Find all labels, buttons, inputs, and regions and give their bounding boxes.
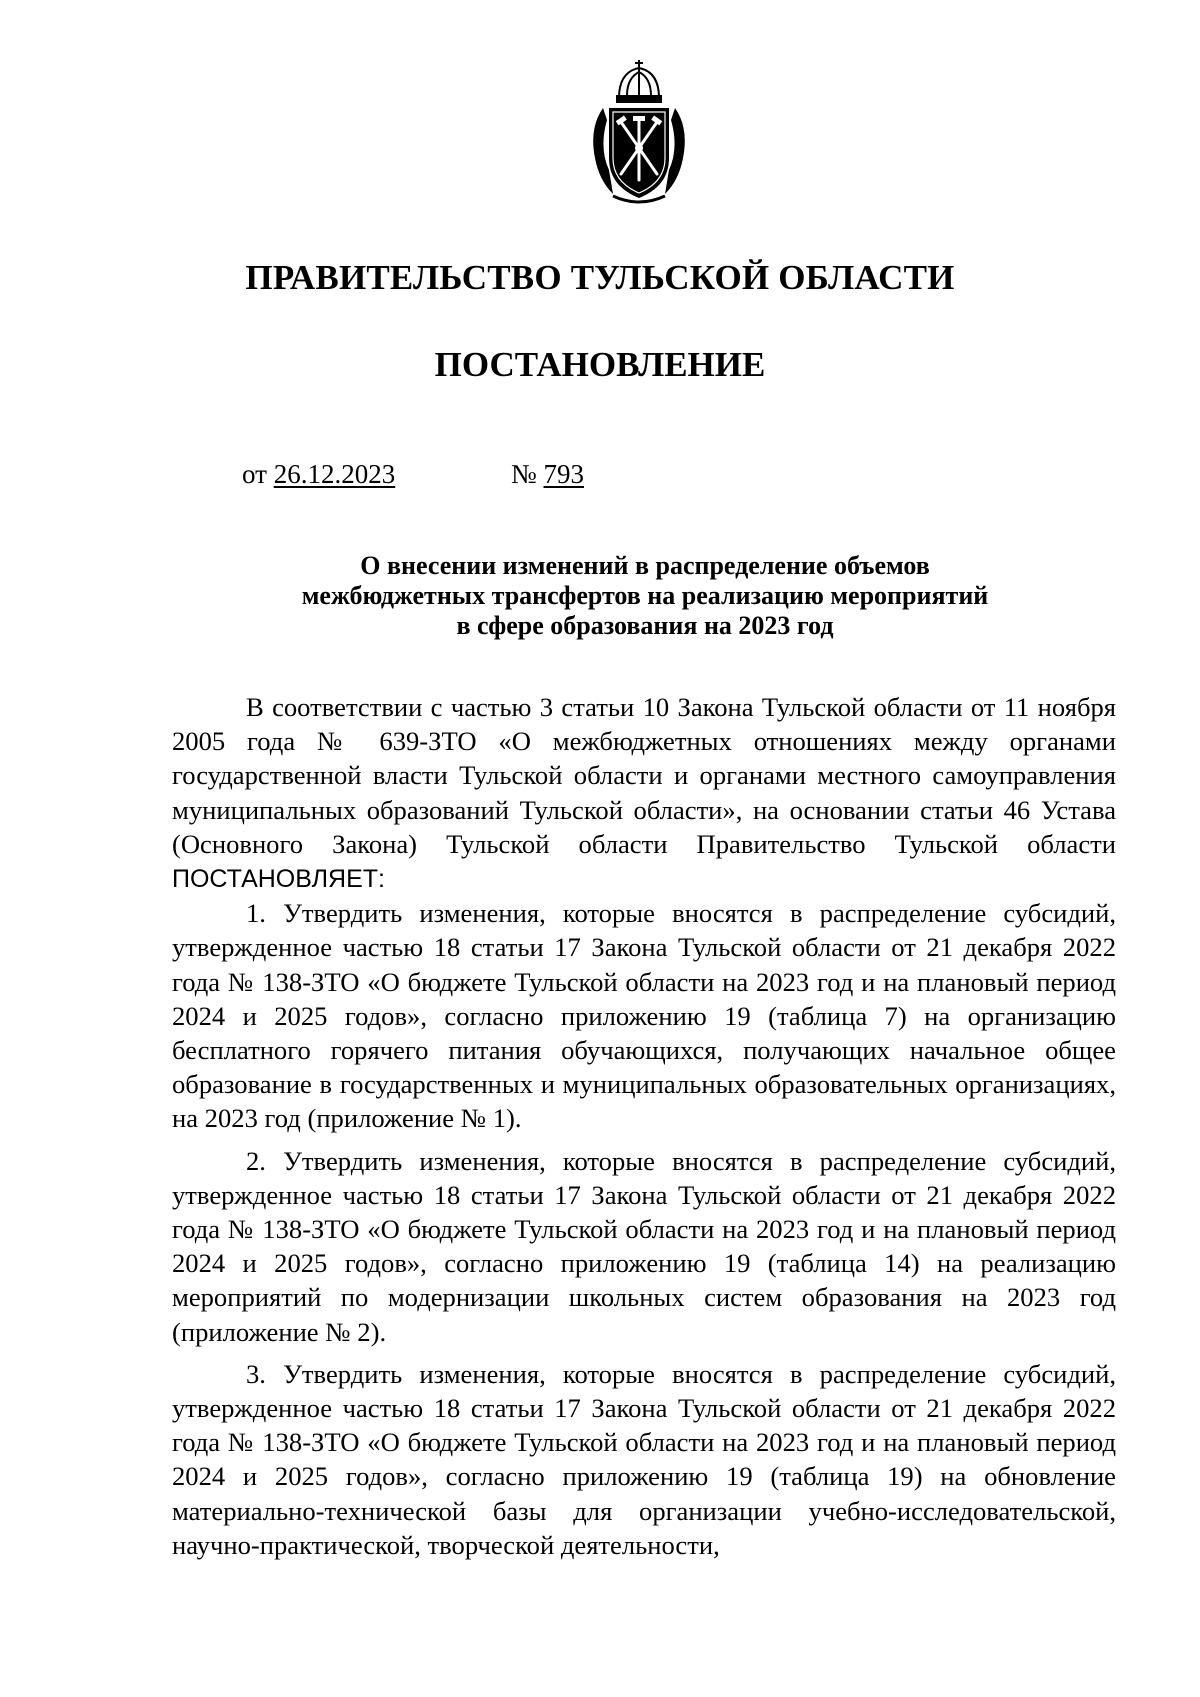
number-prefix: № xyxy=(511,459,544,489)
preamble-paragraph xyxy=(172,690,1116,896)
document-subject xyxy=(240,551,1050,641)
subject-line: в сфере образования на 2023 год xyxy=(456,611,834,640)
number-value: 793 xyxy=(543,459,585,489)
coat-of-arms-icon xyxy=(583,58,695,208)
document-number xyxy=(511,459,584,490)
item-1-paragraph: 1. Утвердить изменения, которые вносятся в распределение субсидий, утвержденное частью 18 статьи 17 Закона Тульской области от 21 декабря 2022 года № 138-ЗТО «О бюджете Тульской области на 2023 год и на плановый период 2024 и 2025 годов», согласно приложению 19 (таблица 7) на организацию бесплатного горячего питания обучающихся, получающих начальное общее образование в государственных и муниципальных образовательных организациях, на 2023 год (приложение № 1). xyxy=(172,898,1116,1134)
date-prefix: от xyxy=(242,459,274,489)
preamble-text: В соответствии с частью 3 статьи 10 Закона Тульской области от 11 ноября 2005 года № 639-ЗТО «О межбюджетных отношениях между органами государственной власти Тульской области и органами местного самоуправления муниципальных образований Тульской области», на основании статьи 46 Устава (Основного Закона) Тульской области Правительство Тульской области xyxy=(172,692,1116,859)
subject-line: О внесении изменений в распределение объемов xyxy=(360,551,930,580)
subject-line: межбюджетных трансфертов на реализацию мероприятий xyxy=(301,581,989,610)
item-3-paragraph: 3. Утвердить изменения, которые вносятся в распределение субсидий, утвержденное частью 18 статьи 17 Закона Тульской области от 21 декабря 2022 года № 138-ЗТО «О бюджете Тульской области на 2023 год и на плановый период 2024 и 2025 годов», согласно приложению 19 (таблица 19) на обновление материально-технической базы для организации учебно-исследовательской, научно-практической, творческой деятельности, xyxy=(172,1358,1116,1560)
decree-word: ПОСТАНОВЛЯЕТ: xyxy=(172,865,386,894)
document-type: ПОСТАНОВЛЕНИЕ xyxy=(434,345,766,384)
organization-title: ПРАВИТЕЛЬСТВО ТУЛЬСКОЙ ОБЛАСТИ xyxy=(245,258,955,297)
document-body xyxy=(172,690,1116,1562)
document-date xyxy=(242,459,395,490)
date-value: 26.12.2023 xyxy=(273,459,396,489)
item-2-paragraph: 2. Утвердить изменения, которые вносятся в распределение субсидий, утвержденное частью 18 статьи 17 Закона Тульской области от 21 декабря 2022 года № 138-ЗТО «О бюджете Тульской области на 2023 год и на плановый период 2024 и 2025 годов», согласно приложению 19 (таблица 14) на реализацию мероприятий по модернизации школьных систем образования на 2023 год (приложение № 2). xyxy=(172,1145,1116,1347)
